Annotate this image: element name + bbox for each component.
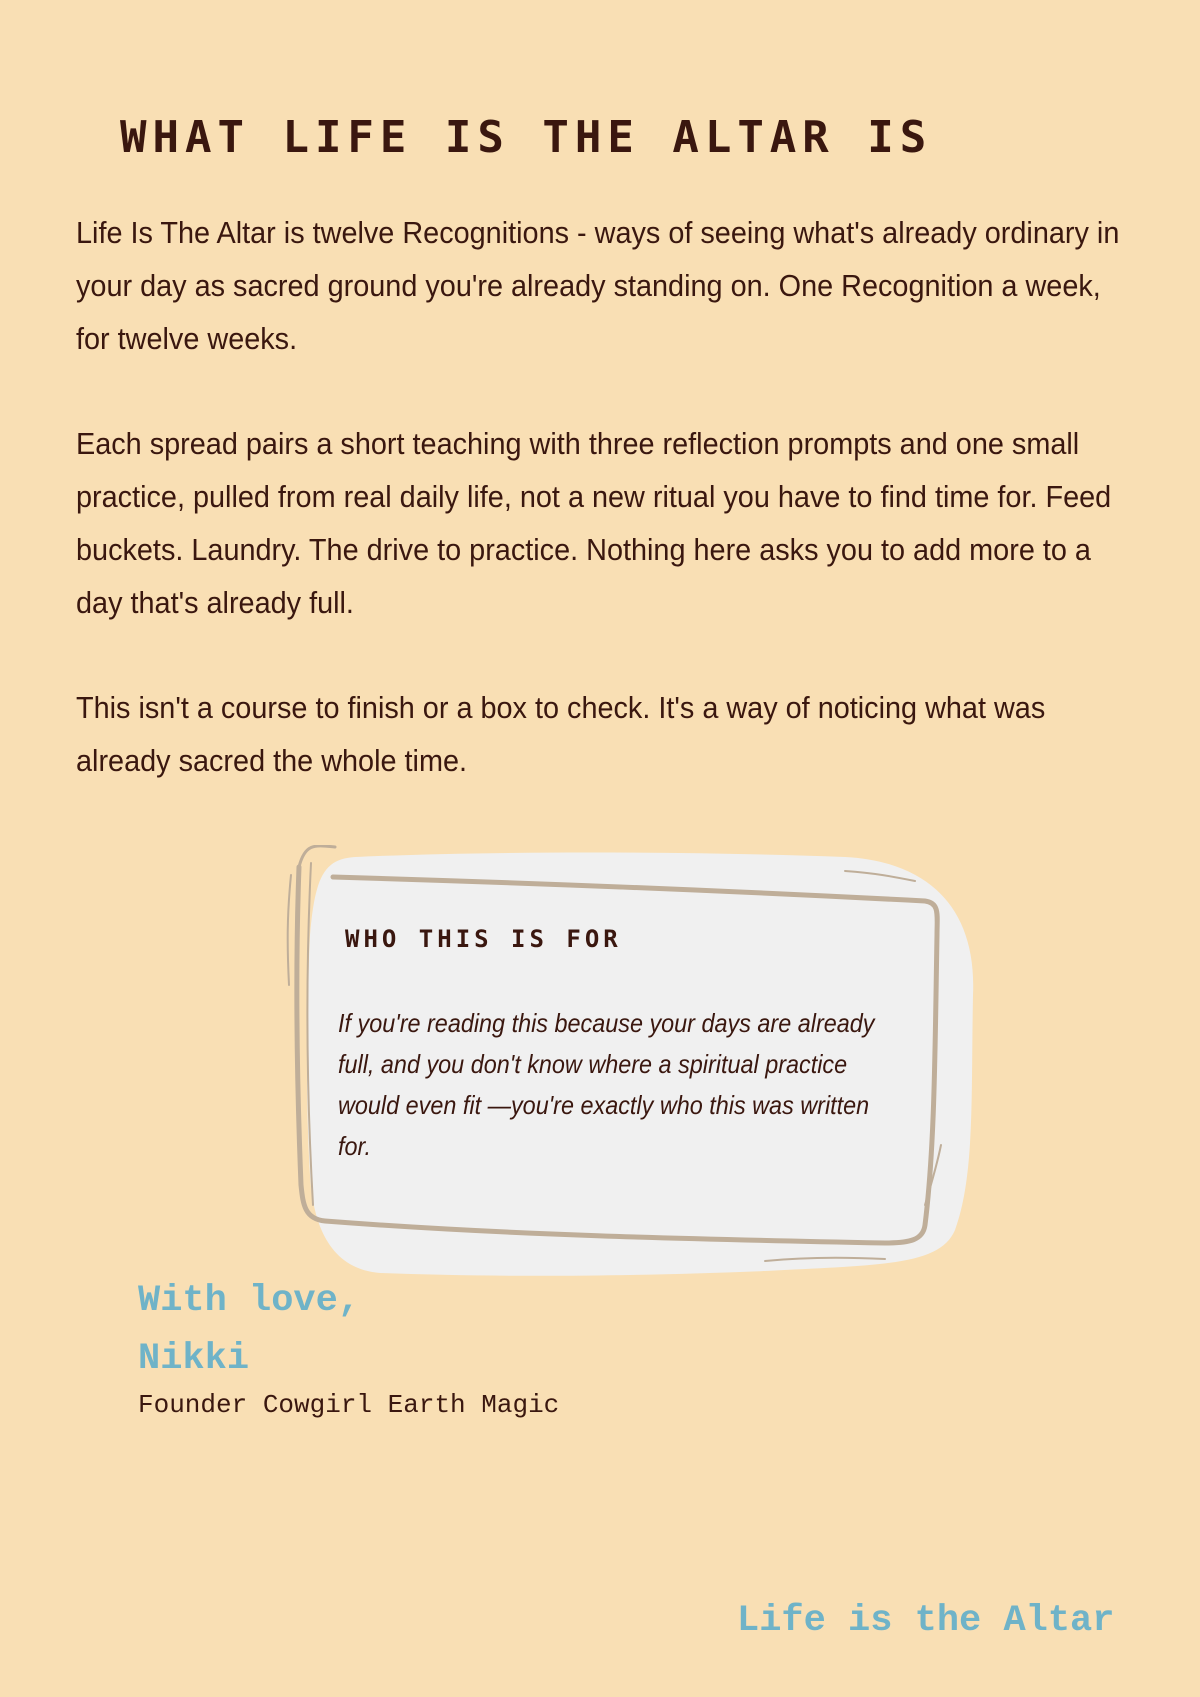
intro-paragraph: Life Is The Altar is twelve Recognitions - ways of seeing what's already ordinary in your day as sacred ground you're already standing on. One Recognition a week, for twelve weeks. [76,215,1120,356]
signoff-role: Founder Cowgirl Earth Magic [138,1390,560,1420]
spread-paragraph: Each spread pairs a short teaching with three reflection prompts and one small practice, pulled from real daily life, not a new ritual you have to find time for. Feed buckets. Laundry. The drive to practice. Nothing here asks you to add more to a day that's already full. [76,426,1112,620]
closing-paragraph: This isn't a course to finish or a box to check. It's a way of noticing what was already sacred the whole time. [76,690,1046,778]
signoff-closing: With love, [138,1280,361,1322]
card-text: If you're reading this because your days are already full, and you don't know where a spiritual practice would even fit —you're exactly who this was written for. [338,1008,875,1161]
page-title: WHAT LIFE IS THE ALTAR IS [120,112,933,163]
footer-brand: Life is the Altar [737,1600,1115,1642]
signoff-name: Nikki [138,1338,250,1380]
card-heading: WHO THIS IS FOR [345,925,622,953]
who-this-is-for-card [285,845,975,1285]
